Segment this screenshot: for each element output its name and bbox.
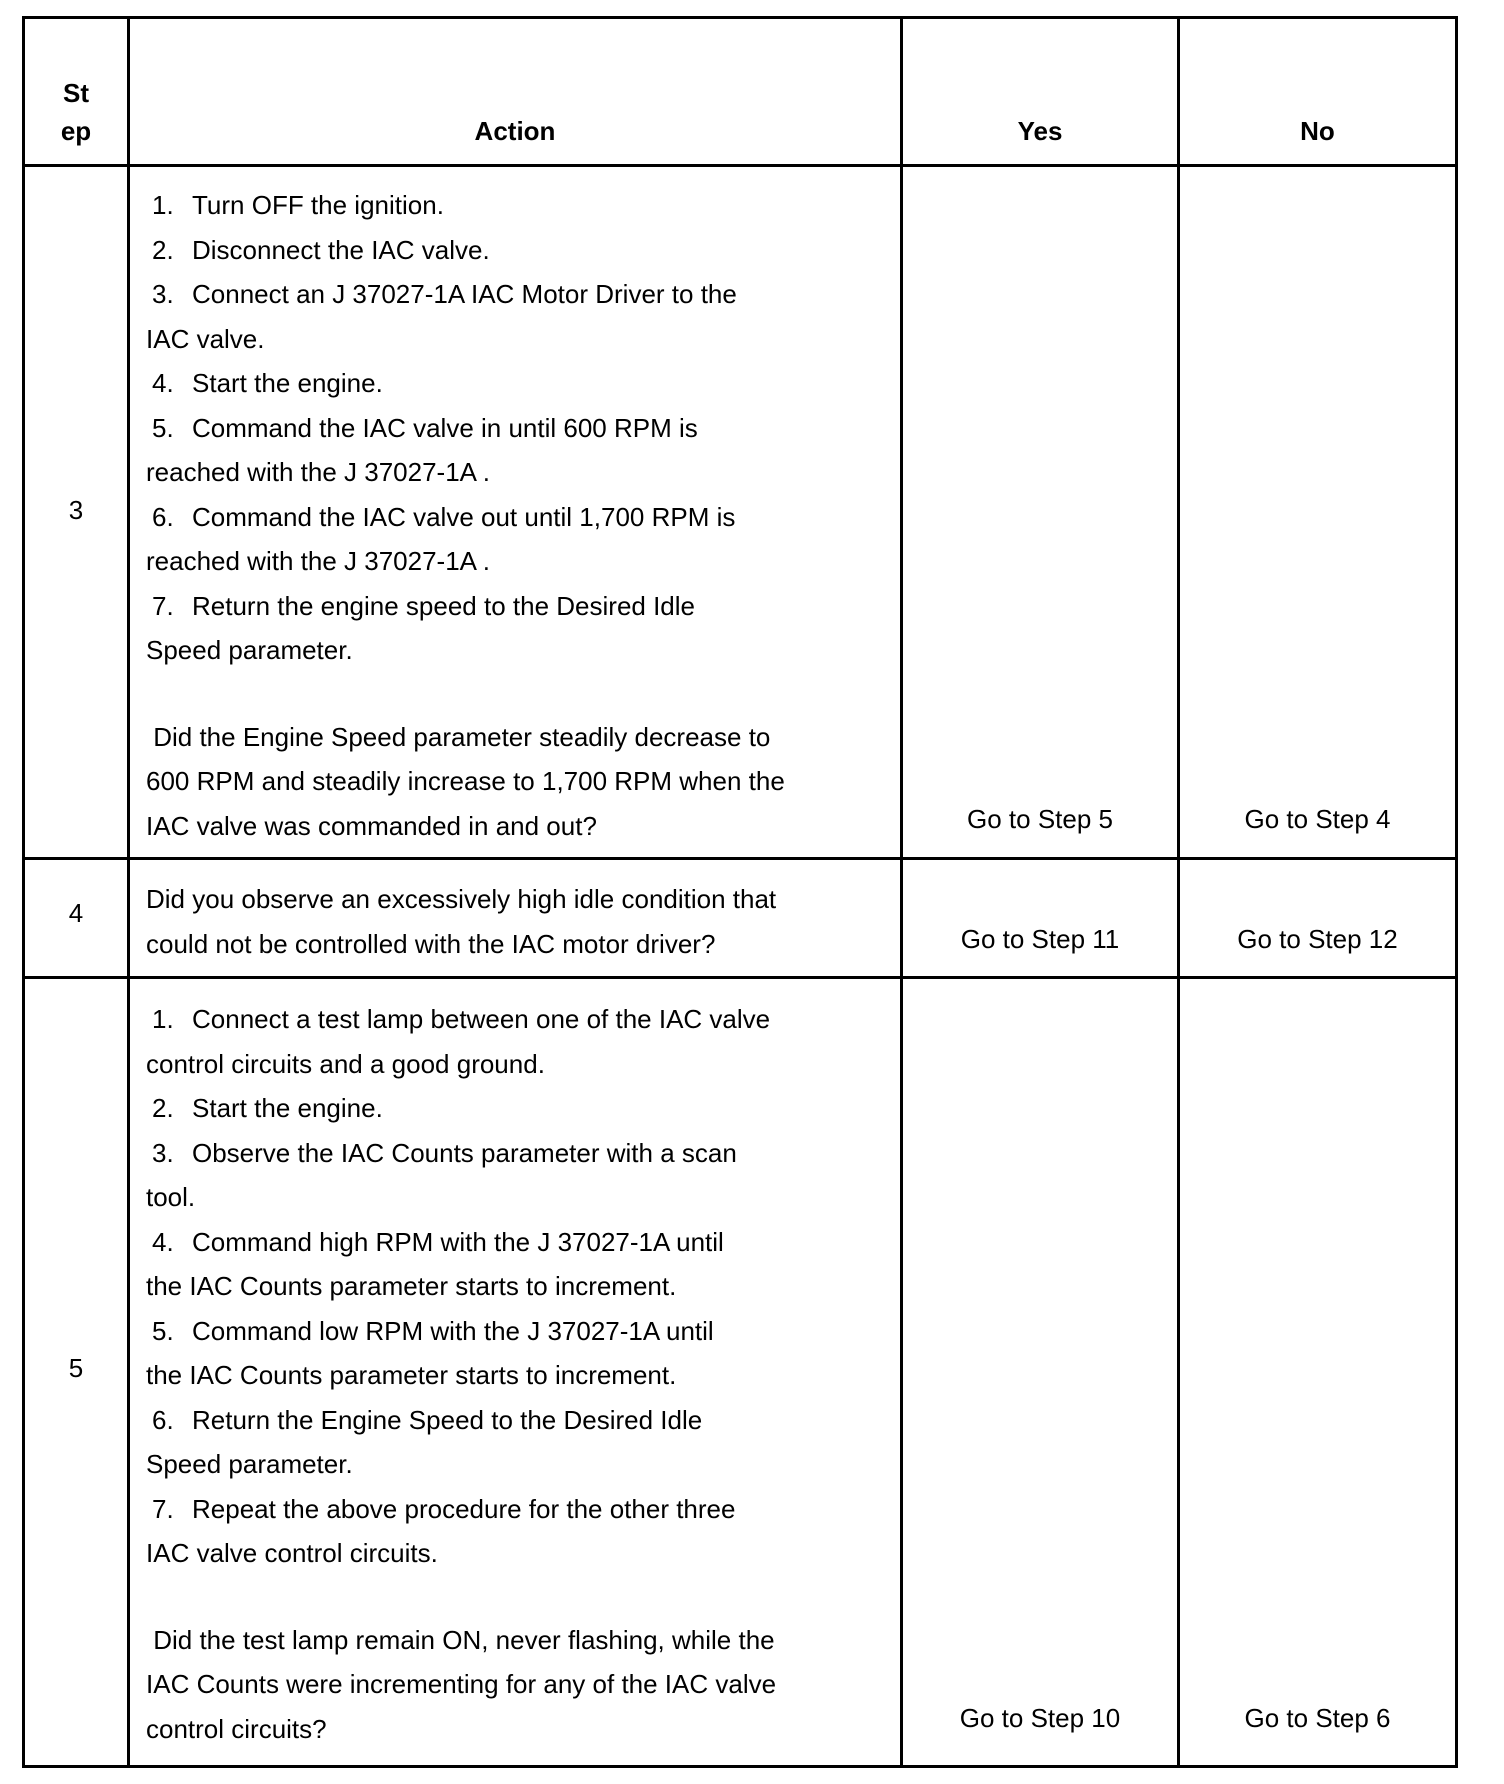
action-item: 7. Repeat the above procedure for the other three xyxy=(152,1493,736,1524)
step-number-4: 4 xyxy=(68,898,84,928)
header-step-line2: ep xyxy=(60,116,92,146)
action-step-3 xyxy=(130,183,785,848)
action-item-continuation: reached with the J 37027-1A . xyxy=(146,457,491,487)
action-item: 5. Command the IAC valve in until 600 RPM is xyxy=(152,412,698,443)
action-item-continuation: Speed parameter. xyxy=(146,1449,353,1479)
action-item: 3. Observe the IAC Counts parameter with a scan xyxy=(152,1137,737,1168)
action-item: 5. Command low RPM with the J 37027-1A until xyxy=(152,1315,714,1346)
action-item: 4. Start the engine. xyxy=(152,368,383,398)
action-item: 4. Command high RPM with the J 37027-1A until xyxy=(152,1226,724,1257)
action-question: Did you observe an excessively high idle condition that xyxy=(146,884,777,914)
column-divider xyxy=(900,19,903,1765)
action-item: 1. Turn OFF the ignition. xyxy=(152,190,444,220)
action-question: IAC valve was commanded in and out? xyxy=(146,810,597,841)
yes-step-4: Go to Step 11 xyxy=(960,924,1120,954)
action-item-continuation: control circuits and a good ground. xyxy=(146,1048,545,1079)
step-number-5: 5 xyxy=(68,1353,84,1383)
action-item: 3. Connect an J 37027-1A IAC Motor Driver to the xyxy=(152,279,737,309)
no-step-5: Go to Step 6 xyxy=(1244,1703,1391,1733)
action-question: Did the Engine Speed parameter steadily decrease to xyxy=(146,721,771,752)
header-no: No xyxy=(1300,116,1335,146)
yes-step-3: Go to Step 5 xyxy=(967,804,1113,834)
action-item: 1. Connect a test lamp between one of the IAC valve xyxy=(152,1004,771,1034)
diagnostic-table xyxy=(22,16,1458,1768)
yes-step-5: Go to Step 10 xyxy=(959,1703,1121,1733)
action-item: 6. Command the IAC valve out until 1,700 RPM is xyxy=(152,501,736,532)
step-number-3: 3 xyxy=(68,495,84,525)
action-item-continuation: tool. xyxy=(146,1182,196,1212)
action-item: 2. Start the engine. xyxy=(152,1093,383,1123)
column-divider xyxy=(1177,19,1180,1765)
action-item: 6. Return the Engine Speed to the Desired Idle xyxy=(152,1404,703,1435)
action-item-continuation: the IAC Counts parameter starts to increment. xyxy=(146,1271,677,1301)
action-item-continuation: reached with the J 37027-1A . xyxy=(146,546,491,576)
action-question: could not be controlled with the IAC motor driver? xyxy=(146,928,716,959)
no-step-3: Go to Step 4 xyxy=(1244,804,1391,834)
header-step xyxy=(25,74,127,150)
action-question: 600 RPM and steadily increase to 1,700 RPM when the xyxy=(146,766,785,796)
row-divider xyxy=(25,164,1455,167)
header-yes: Yes xyxy=(1017,116,1063,146)
action-item-continuation: the IAC Counts parameter starts to increment. xyxy=(146,1360,677,1390)
action-item: 2. Disconnect the IAC valve. xyxy=(152,234,490,265)
action-question: Did the test lamp remain ON, never flashing, while the xyxy=(146,1624,775,1655)
action-question: IAC Counts were incrementing for any of the IAC valve xyxy=(146,1669,777,1699)
action-step-5 xyxy=(130,997,776,1751)
row-divider xyxy=(25,976,1455,979)
action-question: control circuits? xyxy=(146,1713,327,1744)
header-action: Action xyxy=(474,116,556,146)
action-item-continuation: Speed parameter. xyxy=(146,635,353,665)
header-step-line1: St xyxy=(63,78,89,108)
no-step-4: Go to Step 12 xyxy=(1237,924,1398,954)
action-item: 7. Return the engine speed to the Desired Idle xyxy=(152,590,696,621)
row-divider xyxy=(25,857,1455,860)
action-step-4 xyxy=(130,877,776,966)
action-item-continuation: IAC valve control circuits. xyxy=(146,1538,438,1568)
action-item-continuation: IAC valve. xyxy=(146,323,265,354)
